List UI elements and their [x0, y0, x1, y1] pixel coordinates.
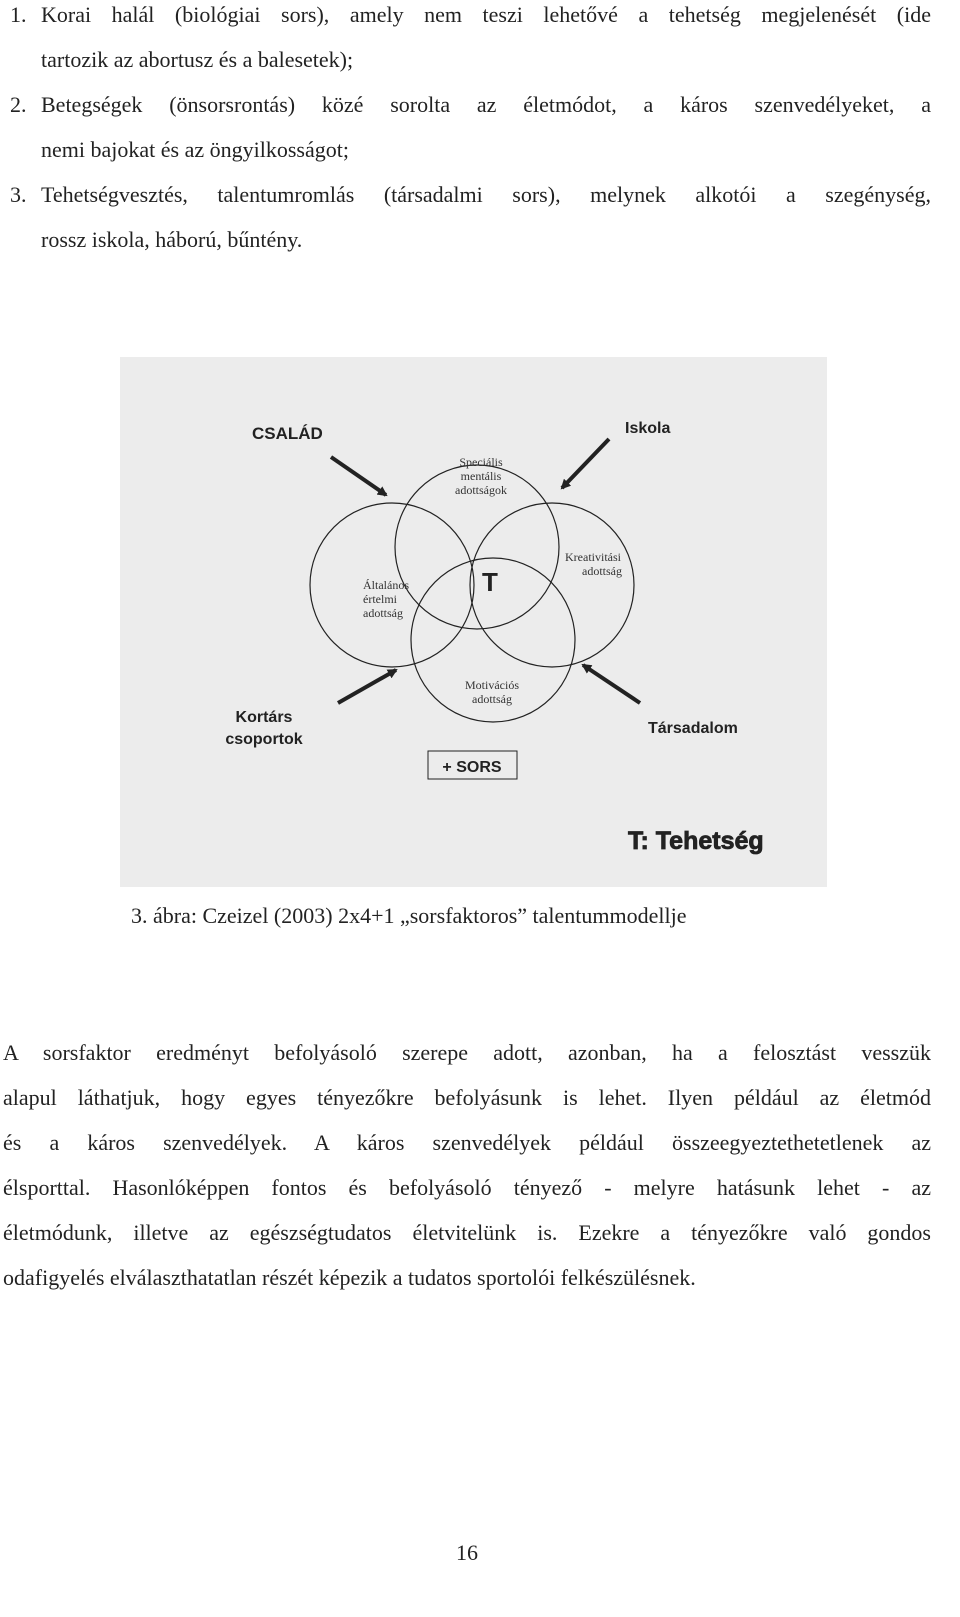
- paragraph-line: odafigyelés elválaszthatatlan részét képezik a tudatos sportolói felkészülésnek.: [3, 1265, 696, 1290]
- label-altalanos-1: Általános: [363, 578, 409, 592]
- arrow-tarsadalom: [583, 665, 640, 703]
- list-text-line: nemi bajokat és az öngyilkosságot;: [41, 137, 349, 162]
- paragraph-line: élsporttal. Hasonlóképpen fontos és befolyásoló tényező - melyre hatásunk lehet - az: [3, 1175, 931, 1200]
- label-specialis-3: adottságok: [455, 483, 507, 497]
- list-text-line: tartozik az abortusz és a balesetek);: [41, 47, 354, 72]
- list-number: 3.: [10, 182, 27, 207]
- label-altalanos-3: adottság: [363, 606, 403, 620]
- label-kreativitasi-2: adottság: [582, 564, 622, 578]
- label-kortars-2: csoportok: [225, 731, 303, 748]
- label-motivacios-2: adottság: [472, 692, 512, 706]
- paragraph-line: életmódunk, illetve az egészségtudatos életvitelünk is. Ezekre a tényezőkre való gondos: [3, 1220, 931, 1245]
- paragraph-line: A sorsfaktor eredményt befolyásoló szerepe adott, azonban, ha a felosztást vesszük: [3, 1040, 931, 1065]
- list-number: 2.: [10, 92, 27, 117]
- label-csalad: CSALÁD: [252, 424, 323, 443]
- figure-caption: 3. ábra: Czeizel (2003) 2x4+1 „sorsfaktoros” talentummodellje: [131, 903, 687, 928]
- talent-model-figure: [120, 357, 827, 887]
- list-text-line: Tehetségvesztés, talentumromlás (társadalmi sors), melynek alkotói a szegénység,: [41, 182, 931, 207]
- label-kortars-1: Kortárs: [235, 709, 293, 726]
- label-specialis-1: Speciális: [459, 455, 503, 469]
- label-altalanos-2: értelmi: [363, 592, 397, 606]
- label-center-t: T: [482, 567, 498, 597]
- list-text-line: rossz iskola, háború, bűntény.: [41, 227, 303, 252]
- label-kreativitasi-1: Kreativitási: [565, 550, 621, 564]
- label-iskola: Iskola: [625, 420, 671, 437]
- list-text-line: Betegségek (önsorsrontás) közé sorolta az életmódot, a káros szenvedélyeket, a: [41, 92, 931, 117]
- list-text-line: Korai halál (biológiai sors), amely nem teszi lehetővé a tehetség megjelenését (ide: [41, 2, 931, 27]
- arrow-csalad: [331, 457, 386, 495]
- list-number: 1.: [10, 2, 27, 27]
- paragraph-line: és a káros szenvedélyek. A káros szenvedélyek például összeegyeztethetetlenek az: [3, 1130, 931, 1155]
- label-tarsadalom: Társadalom: [648, 720, 738, 737]
- arrow-iskola: [562, 439, 609, 488]
- paragraph-line: alapul láthatjuk, hogy egyes tényezőkre befolyásunk is lehet. Ilyen például az életmód: [3, 1085, 931, 1110]
- arrow-kortars: [338, 670, 396, 703]
- talent-model-diagram: [120, 357, 827, 887]
- label-sors: + SORS: [442, 759, 502, 776]
- body-paragraph: [3, 1030, 931, 1300]
- legend-tehetseg: T: Tehetség: [628, 827, 764, 855]
- label-specialis-2: mentális: [460, 469, 502, 483]
- page-number: 16: [456, 1540, 478, 1565]
- label-motivacios-1: Motivációs: [465, 678, 519, 692]
